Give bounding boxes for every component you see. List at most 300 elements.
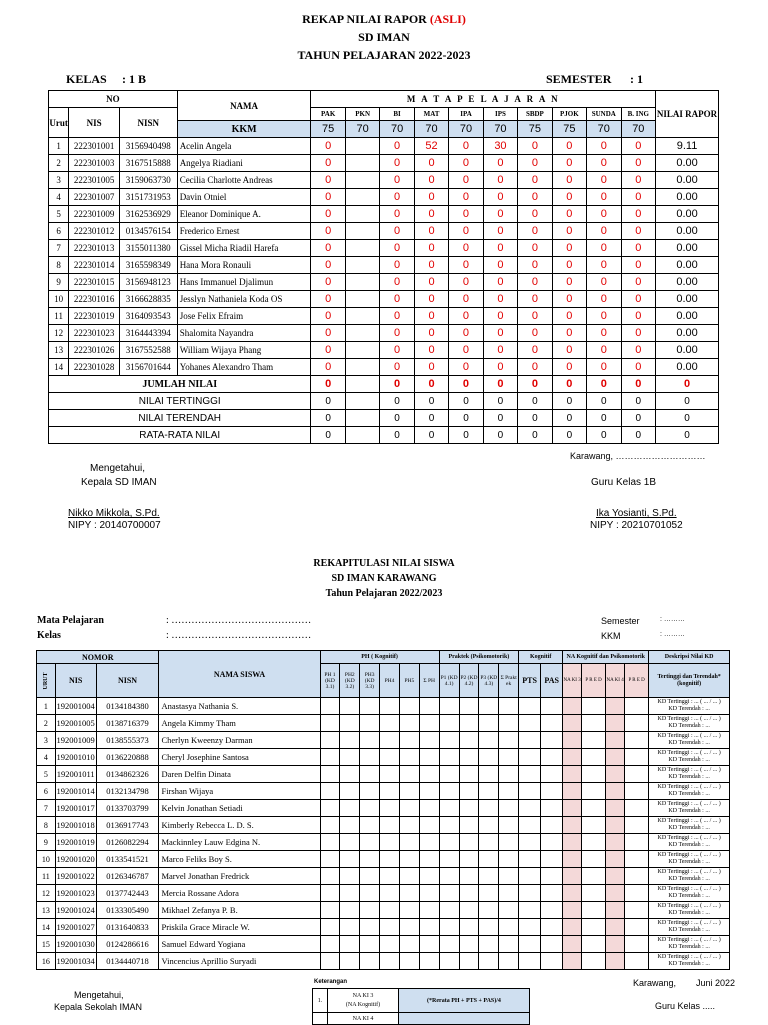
score-cell[interactable]: [439, 732, 459, 749]
score-cell[interactable]: [439, 851, 459, 868]
score-cell[interactable]: [606, 834, 625, 851]
score-cell[interactable]: [519, 783, 541, 800]
score-cell[interactable]: [399, 766, 419, 783]
score-cell[interactable]: [479, 919, 499, 936]
score-cell[interactable]: [459, 902, 479, 919]
score-cell[interactable]: [606, 715, 625, 732]
score-cell[interactable]: [519, 698, 541, 715]
score-cell[interactable]: [624, 953, 648, 970]
score-cell[interactable]: [360, 800, 380, 817]
score-cell[interactable]: [499, 936, 519, 953]
score-cell[interactable]: [439, 902, 459, 919]
score-cell[interactable]: [320, 732, 340, 749]
score-cell[interactable]: [360, 817, 380, 834]
score-cell[interactable]: [563, 834, 582, 851]
score-cell[interactable]: [581, 919, 605, 936]
score-cell[interactable]: [320, 715, 340, 732]
score-cell[interactable]: [380, 868, 400, 885]
score-cell[interactable]: [563, 902, 582, 919]
row-number: 6: [37, 783, 56, 800]
score-cell[interactable]: [360, 715, 380, 732]
score-cell[interactable]: [563, 800, 582, 817]
score-cell[interactable]: [320, 800, 340, 817]
score-cell[interactable]: [563, 936, 582, 953]
score-cell[interactable]: [380, 817, 400, 834]
score-cell[interactable]: [439, 936, 459, 953]
kelas-value: : 1 B: [122, 72, 146, 86]
subject-header: IPS: [483, 108, 517, 121]
score-cell[interactable]: [419, 936, 439, 953]
score-cell[interactable]: [563, 732, 582, 749]
score-cell[interactable]: [581, 715, 605, 732]
score-cell[interactable]: [581, 749, 605, 766]
score-cell[interactable]: [624, 715, 648, 732]
score-cell[interactable]: [459, 834, 479, 851]
score-cell[interactable]: [499, 885, 519, 902]
score-cell[interactable]: [340, 851, 360, 868]
score-cell[interactable]: [320, 919, 340, 936]
score-cell[interactable]: [499, 817, 519, 834]
score-cell[interactable]: [624, 817, 648, 834]
score-cell[interactable]: [563, 953, 582, 970]
score-cell[interactable]: [360, 834, 380, 851]
row-number: 10: [49, 291, 69, 308]
score-cell[interactable]: [541, 919, 563, 936]
score-cell[interactable]: [459, 715, 479, 732]
score-cell[interactable]: [519, 834, 541, 851]
score-cell[interactable]: [624, 885, 648, 902]
grade-cell: 0: [449, 223, 483, 240]
score-cell[interactable]: [606, 868, 625, 885]
score-cell[interactable]: [606, 698, 625, 715]
score-cell[interactable]: [340, 834, 360, 851]
score-cell[interactable]: [581, 732, 605, 749]
score-cell[interactable]: [439, 800, 459, 817]
score-cell[interactable]: [399, 749, 419, 766]
score-cell[interactable]: [459, 919, 479, 936]
score-cell[interactable]: [581, 885, 605, 902]
score-cell[interactable]: [606, 902, 625, 919]
score-cell[interactable]: [439, 953, 459, 970]
score-cell[interactable]: [340, 766, 360, 783]
score-cell[interactable]: [499, 749, 519, 766]
score-cell[interactable]: [541, 715, 563, 732]
score-cell[interactable]: [419, 919, 439, 936]
score-cell[interactable]: [419, 766, 439, 783]
score-cell[interactable]: [581, 783, 605, 800]
score-cell[interactable]: [541, 936, 563, 953]
score-column-header: PH 1 (KD 3.1): [320, 664, 340, 698]
score-cell[interactable]: [360, 783, 380, 800]
score-cell[interactable]: [459, 851, 479, 868]
grade-cell: 0: [518, 274, 552, 291]
score-cell[interactable]: [419, 834, 439, 851]
score-cell[interactable]: [624, 936, 648, 953]
grade-cell: 0: [449, 206, 483, 223]
score-cell[interactable]: [459, 698, 479, 715]
score-cell[interactable]: [541, 783, 563, 800]
score-cell[interactable]: [499, 902, 519, 919]
score-cell[interactable]: [499, 715, 519, 732]
score-cell[interactable]: [606, 851, 625, 868]
score-cell[interactable]: [541, 732, 563, 749]
summary-value: 0: [414, 376, 448, 393]
score-cell[interactable]: [541, 868, 563, 885]
deskripsi-cell: [649, 936, 730, 953]
score-cell[interactable]: [459, 953, 479, 970]
score-cell[interactable]: [459, 936, 479, 953]
score-cell[interactable]: [519, 715, 541, 732]
score-cell[interactable]: [399, 902, 419, 919]
score-cell[interactable]: [380, 698, 400, 715]
score-cell[interactable]: [499, 783, 519, 800]
score-cell[interactable]: [340, 800, 360, 817]
score-cell[interactable]: [541, 885, 563, 902]
score-cell[interactable]: [439, 783, 459, 800]
score-cell[interactable]: [519, 953, 541, 970]
score-cell[interactable]: [340, 698, 360, 715]
score-cell[interactable]: [459, 766, 479, 783]
student-name: Mercia Rossane Adora: [159, 885, 320, 902]
score-cell[interactable]: [563, 851, 582, 868]
score-cell[interactable]: [479, 715, 499, 732]
score-cell[interactable]: [360, 885, 380, 902]
score-cell[interactable]: [479, 817, 499, 834]
score-cell[interactable]: [581, 834, 605, 851]
score-cell[interactable]: [479, 834, 499, 851]
grade-cell: 0: [311, 189, 345, 206]
score-cell[interactable]: [320, 851, 340, 868]
score-cell[interactable]: [563, 698, 582, 715]
score-cell[interactable]: [624, 902, 648, 919]
score-cell[interactable]: [519, 936, 541, 953]
score-cell[interactable]: [519, 851, 541, 868]
score-cell[interactable]: [320, 749, 340, 766]
score-cell[interactable]: [340, 732, 360, 749]
nis-cell: 222301015: [69, 274, 120, 291]
score-cell[interactable]: [380, 919, 400, 936]
score-cell[interactable]: [581, 868, 605, 885]
score-cell[interactable]: [380, 902, 400, 919]
student-name: Frederico Ernest: [177, 223, 311, 240]
score-cell[interactable]: [380, 732, 400, 749]
kd-tertinggi: KD Tertinggi : ... ( ... / ... ): [657, 716, 721, 722]
score-cell[interactable]: [380, 749, 400, 766]
score-cell[interactable]: [340, 868, 360, 885]
score-cell[interactable]: [399, 698, 419, 715]
score-cell[interactable]: [499, 834, 519, 851]
score-cell[interactable]: [360, 868, 380, 885]
score-cell[interactable]: [459, 800, 479, 817]
score-cell[interactable]: [320, 698, 340, 715]
score-cell[interactable]: [419, 817, 439, 834]
score-cell[interactable]: [581, 902, 605, 919]
score-column-header: P R E D: [581, 664, 605, 698]
score-cell[interactable]: [624, 766, 648, 783]
score-cell[interactable]: [459, 732, 479, 749]
score-cell[interactable]: [563, 868, 582, 885]
score-cell[interactable]: [519, 919, 541, 936]
score-cell[interactable]: [360, 749, 380, 766]
score-cell[interactable]: [340, 936, 360, 953]
score-cell[interactable]: [624, 834, 648, 851]
score-cell[interactable]: [606, 953, 625, 970]
score-cell[interactable]: [541, 749, 563, 766]
score-cell[interactable]: [606, 732, 625, 749]
score-cell[interactable]: [563, 715, 582, 732]
score-cell[interactable]: [479, 868, 499, 885]
score-cell[interactable]: [320, 953, 340, 970]
grade-cell: 0: [587, 274, 621, 291]
score-cell[interactable]: [459, 817, 479, 834]
score-cell[interactable]: [479, 766, 499, 783]
score-cell[interactable]: [499, 766, 519, 783]
score-cell[interactable]: [624, 851, 648, 868]
score-cell[interactable]: [419, 715, 439, 732]
grade-cell: 0: [483, 257, 517, 274]
score-cell[interactable]: [419, 885, 439, 902]
score-cell[interactable]: [380, 834, 400, 851]
score-cell[interactable]: [519, 800, 541, 817]
score-cell[interactable]: [499, 732, 519, 749]
score-cell[interactable]: [419, 800, 439, 817]
grade-cell: 0: [414, 325, 448, 342]
score-cell[interactable]: [419, 851, 439, 868]
score-cell[interactable]: [399, 919, 419, 936]
nisn-cell: 3164093543: [119, 308, 177, 325]
score-cell[interactable]: [519, 902, 541, 919]
score-cell[interactable]: [624, 732, 648, 749]
score-cell[interactable]: [459, 868, 479, 885]
score-cell[interactable]: [479, 800, 499, 817]
score-cell[interactable]: [519, 868, 541, 885]
score-cell[interactable]: [459, 783, 479, 800]
score-cell[interactable]: [581, 936, 605, 953]
score-cell[interactable]: [380, 851, 400, 868]
row-number: 1: [49, 138, 69, 155]
score-cell[interactable]: [439, 885, 459, 902]
summary-value: 0: [449, 427, 483, 444]
summary-rapor: 0: [656, 376, 719, 393]
score-cell[interactable]: [439, 919, 459, 936]
score-cell[interactable]: [606, 800, 625, 817]
score-cell[interactable]: [581, 953, 605, 970]
score-cell[interactable]: [499, 868, 519, 885]
score-cell[interactable]: [340, 953, 360, 970]
score-cell[interactable]: [624, 868, 648, 885]
student-name: Priskila Grace Miracle W.: [159, 919, 320, 936]
score-cell[interactable]: [360, 851, 380, 868]
score-cell[interactable]: [541, 851, 563, 868]
score-cell[interactable]: [479, 936, 499, 953]
score-cell[interactable]: [419, 902, 439, 919]
score-cell[interactable]: [439, 817, 459, 834]
score-cell[interactable]: [499, 800, 519, 817]
score-cell[interactable]: [380, 800, 400, 817]
score-cell[interactable]: [541, 766, 563, 783]
score-cell[interactable]: [479, 698, 499, 715]
score-cell[interactable]: [541, 834, 563, 851]
score-cell[interactable]: [360, 936, 380, 953]
score-cell[interactable]: [380, 936, 400, 953]
score-cell[interactable]: [340, 817, 360, 834]
score-cell[interactable]: [541, 800, 563, 817]
score-cell[interactable]: [399, 800, 419, 817]
rekap-year: TAHUN PELAJARAN 2022-2023: [297, 48, 471, 62]
score-cell[interactable]: [563, 783, 582, 800]
score-cell[interactable]: [399, 851, 419, 868]
score-cell[interactable]: [380, 783, 400, 800]
score-cell[interactable]: [563, 766, 582, 783]
summary-value: 0: [380, 376, 414, 393]
score-cell[interactable]: [320, 902, 340, 919]
score-cell[interactable]: [479, 732, 499, 749]
score-cell[interactable]: [624, 800, 648, 817]
score-cell[interactable]: [320, 834, 340, 851]
score-cell[interactable]: [541, 817, 563, 834]
score-cell[interactable]: [541, 953, 563, 970]
score-cell[interactable]: [399, 868, 419, 885]
score-cell[interactable]: [459, 749, 479, 766]
score-cell[interactable]: [499, 698, 519, 715]
score-cell[interactable]: [320, 783, 340, 800]
grade-cell: 0: [621, 172, 656, 189]
nis-cell: 192001005: [55, 715, 96, 732]
score-cell[interactable]: [479, 783, 499, 800]
score-cell[interactable]: [519, 749, 541, 766]
score-cell[interactable]: [519, 732, 541, 749]
score-cell[interactable]: [519, 766, 541, 783]
score-cell[interactable]: [419, 732, 439, 749]
score-cell[interactable]: [419, 953, 439, 970]
score-cell[interactable]: [399, 834, 419, 851]
score-cell[interactable]: [519, 885, 541, 902]
grade-cell: 0: [552, 206, 586, 223]
score-cell[interactable]: [380, 953, 400, 970]
score-cell[interactable]: [320, 868, 340, 885]
score-cell[interactable]: [419, 698, 439, 715]
score-cell[interactable]: [606, 817, 625, 834]
score-cell[interactable]: [459, 885, 479, 902]
score-cell[interactable]: [399, 783, 419, 800]
score-cell[interactable]: [340, 783, 360, 800]
score-cell[interactable]: [320, 817, 340, 834]
nilai-rapor-cell: 0.00: [656, 223, 719, 240]
semester-label: SEMESTER: [546, 72, 612, 86]
table-row: [49, 172, 719, 189]
score-cell[interactable]: [479, 749, 499, 766]
score-cell[interactable]: [340, 749, 360, 766]
score-cell[interactable]: [340, 902, 360, 919]
score-cell[interactable]: [419, 868, 439, 885]
score-cell[interactable]: [340, 919, 360, 936]
score-cell[interactable]: [479, 953, 499, 970]
score-cell[interactable]: [606, 749, 625, 766]
score-cell[interactable]: [624, 919, 648, 936]
grade-cell: 0: [552, 223, 586, 240]
score-cell[interactable]: [399, 953, 419, 970]
score-cell[interactable]: [563, 885, 582, 902]
score-cell[interactable]: [519, 817, 541, 834]
score-cell[interactable]: [380, 885, 400, 902]
score-cell[interactable]: [360, 953, 380, 970]
score-cell[interactable]: [320, 766, 340, 783]
score-cell[interactable]: [606, 766, 625, 783]
score-cell[interactable]: [541, 698, 563, 715]
score-cell[interactable]: [499, 919, 519, 936]
score-cell[interactable]: [563, 817, 582, 834]
score-cell[interactable]: [499, 953, 519, 970]
score-cell[interactable]: [360, 698, 380, 715]
score-cell[interactable]: [340, 885, 360, 902]
score-cell[interactable]: [581, 851, 605, 868]
score-cell[interactable]: [439, 698, 459, 715]
score-cell[interactable]: [606, 936, 625, 953]
score-cell[interactable]: [380, 766, 400, 783]
score-cell[interactable]: [399, 715, 419, 732]
score-cell[interactable]: [360, 732, 380, 749]
score-cell[interactable]: [320, 936, 340, 953]
score-cell[interactable]: [479, 902, 499, 919]
score-cell[interactable]: [479, 851, 499, 868]
score-column-header: P3 (KD 4.3): [479, 664, 499, 698]
rekapitulasi-kepala-label: Kepala Sekolah IMAN: [54, 1002, 143, 1012]
summary-value: 0: [518, 410, 552, 427]
score-cell[interactable]: [320, 885, 340, 902]
score-cell[interactable]: [624, 698, 648, 715]
row-number: 11: [37, 868, 56, 885]
score-cell[interactable]: [606, 919, 625, 936]
score-cell[interactable]: [439, 834, 459, 851]
grade-cell: 0: [552, 240, 586, 257]
score-cell[interactable]: [380, 715, 400, 732]
score-cell[interactable]: [399, 936, 419, 953]
score-cell[interactable]: [581, 698, 605, 715]
score-cell[interactable]: [419, 749, 439, 766]
score-cell[interactable]: [563, 919, 582, 936]
score-cell[interactable]: [581, 766, 605, 783]
score-cell[interactable]: [624, 749, 648, 766]
score-cell[interactable]: [439, 715, 459, 732]
score-cell[interactable]: [439, 749, 459, 766]
score-cell[interactable]: [581, 817, 605, 834]
score-cell[interactable]: [399, 732, 419, 749]
score-cell[interactable]: [606, 885, 625, 902]
score-cell[interactable]: [399, 885, 419, 902]
score-cell[interactable]: [479, 885, 499, 902]
ph-header: PH ( Kognitif): [320, 651, 439, 664]
kkm-value: 75: [518, 121, 552, 138]
score-cell[interactable]: [340, 715, 360, 732]
score-cell[interactable]: [581, 800, 605, 817]
score-cell[interactable]: [606, 783, 625, 800]
score-cell[interactable]: [360, 766, 380, 783]
score-cell[interactable]: [624, 783, 648, 800]
nis-cell: 192001034: [55, 953, 96, 970]
score-cell[interactable]: [541, 902, 563, 919]
score-cell[interactable]: [563, 749, 582, 766]
score-cell[interactable]: [499, 851, 519, 868]
nisn-cell: 3167515888: [119, 155, 177, 172]
score-cell[interactable]: [419, 783, 439, 800]
score-cell[interactable]: [360, 902, 380, 919]
deskripsi-cell: [649, 834, 730, 851]
row-number: 2: [37, 715, 56, 732]
score-cell[interactable]: [360, 919, 380, 936]
score-cell[interactable]: [439, 868, 459, 885]
score-cell[interactable]: [439, 766, 459, 783]
score-cell[interactable]: [399, 817, 419, 834]
